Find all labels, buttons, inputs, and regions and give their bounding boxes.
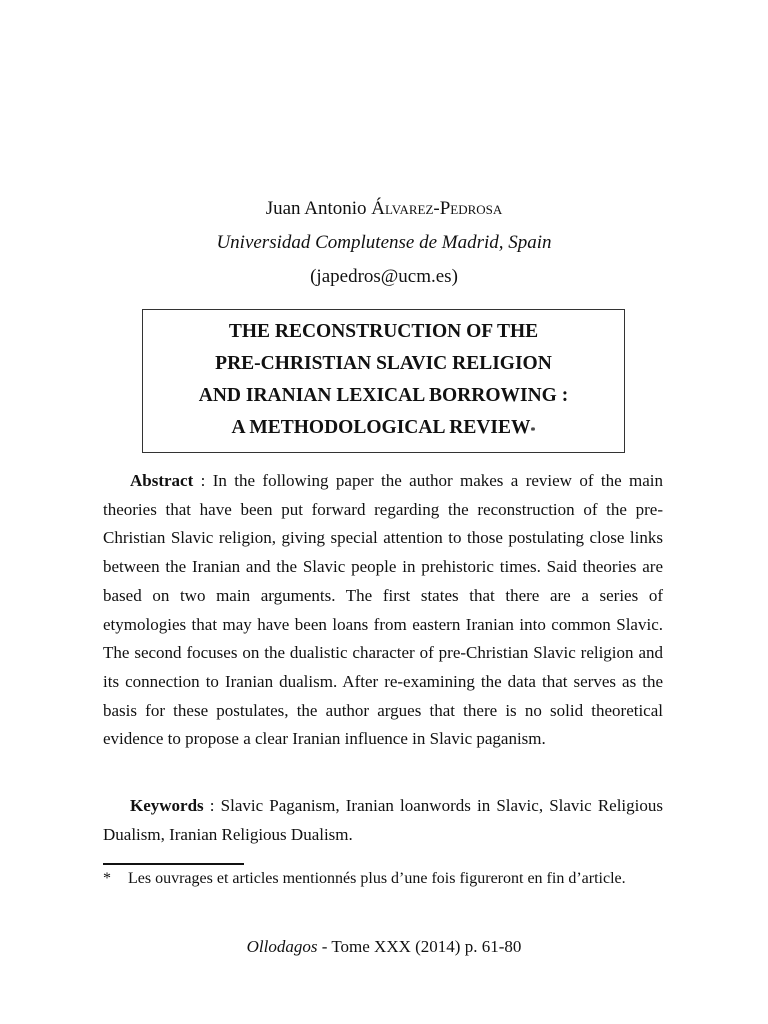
author-block	[0, 192, 768, 294]
footer-journal: Ollodagos	[246, 937, 318, 956]
author-name	[0, 192, 768, 226]
abstract-text: In the following paper the author makes a review of the main theories that have been put forward regarding the reconstruction of the pre-Christian Slavic religion, giving special attention to those postulating close links between the Iranian and the Slavic people in prehistoric times. Said theories are based on two main arguments. The first states that there are a series of etymologies that may have been loans from eastern Iranian into common Slavic. The second focuses on the dualistic character of pre-Christian Slavic religion and its connection to Iranian dualism. After re-examining the data that serves as the basis for these postulates, the author argues that there is no solid theoretical evidence to propose a clear Iranian influence in Slavic paganism.	[103, 471, 663, 749]
article-title-box	[142, 309, 625, 453]
keywords-paragraph	[103, 792, 663, 849]
title-line-4	[143, 412, 624, 444]
abstract-separator: :	[193, 471, 213, 490]
footnote-divider	[103, 863, 244, 865]
author-email: (japedros@ucm.es)	[310, 266, 458, 287]
title-footnote-marker: *	[530, 426, 536, 437]
keywords-text: Slavic Paganism, Iranian loanwords in Slavic, Slavic Religious Dualism, Iranian Religious Dualism.	[103, 796, 663, 844]
footer-details: - Tome XXX (2014) p. 61-80	[317, 937, 522, 956]
author-given-names: Juan Antonio	[265, 198, 367, 219]
author-affiliation: Universidad Complutense de Madrid, Spain	[216, 232, 552, 253]
footnote-text: Les ouvrages et articles mentionnés plus d’une fois figureront en fin d’article.	[128, 870, 626, 887]
title-line-2: PRE-CHRISTIAN SLAVIC RELIGION	[215, 353, 552, 374]
title-line-1: THE RECONSTRUCTION OF THE	[228, 321, 539, 342]
footnote-marker: *	[103, 870, 111, 887]
abstract-label: Abstract	[130, 471, 194, 490]
title-line-4-text: A METHODOLOGICAL REVIEW	[231, 417, 531, 438]
keywords-label: Keywords	[130, 796, 204, 815]
abstract-paragraph	[103, 467, 663, 754]
footnote	[103, 867, 663, 891]
title-line-3: AND IRANIAN LEXICAL BORROWING :	[198, 385, 569, 406]
author-surname: Álvarez-Pedrosa	[371, 198, 503, 219]
keywords-separator: :	[203, 796, 221, 815]
running-footer	[0, 933, 768, 961]
